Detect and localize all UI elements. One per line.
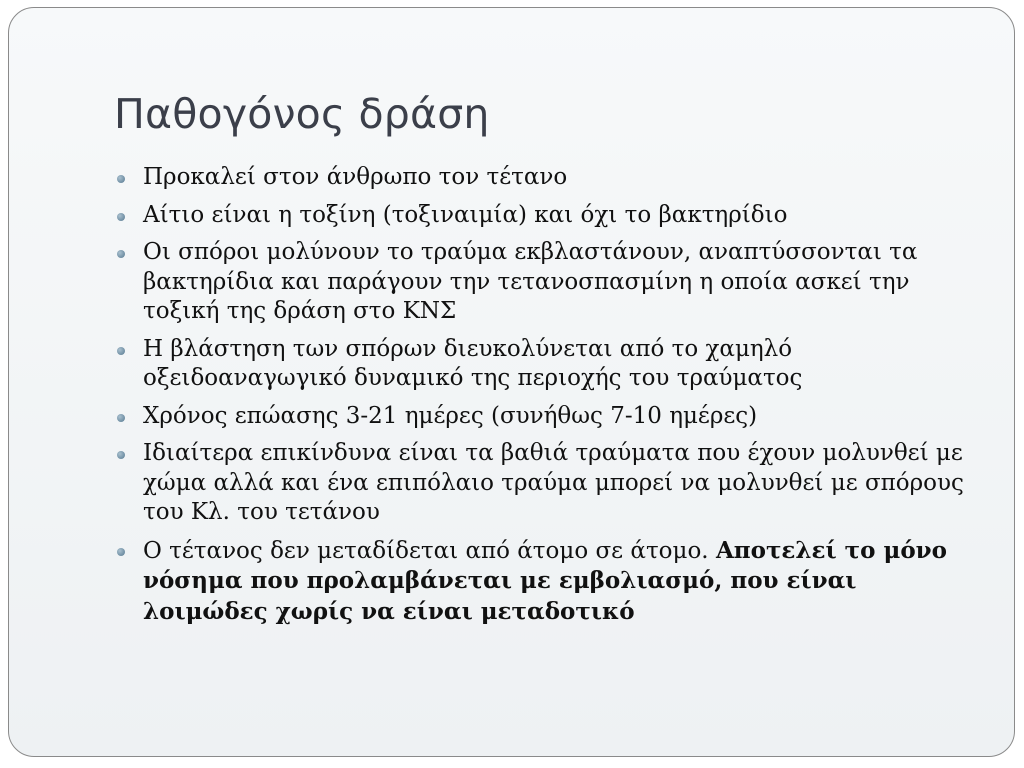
bullet-item-7 <box>114 536 964 628</box>
bullet-bold-text: Αποτελεί το μόνο νόσημα που προλαμβάνεται με εμβολιασμό, που είναι λοιμώδες χωρίς να είναι μεταδοτικό <box>143 536 947 625</box>
bullet-item-4 <box>114 335 964 394</box>
bullet-text: Χρόνος επώασης 3-21 ημέρες (συνήθως 7-10 ημέρες) <box>143 402 758 429</box>
bullet-text: Ιδιαίτερα επικίνδυνα είναι τα βαθιά τραύματα που έχουν μολυνθεί με χώμα αλλά και ένα επιπόλαιο τραύμα μπορεί να μολυνθεί με σπόρους του Κλ. του τετάνου <box>143 440 964 525</box>
bullet-item-3 <box>114 238 964 327</box>
slide-title: Παθογόνος δράση <box>114 90 490 138</box>
bullet-item-5 <box>114 402 964 432</box>
bullet-item-1 <box>114 163 964 193</box>
bullet-list <box>114 163 964 635</box>
bullet-text: Αίτιο είναι η τοξίνη (τοξιναιμία) και όχι το βακτηρίδιο <box>143 201 788 228</box>
bullet-item-2 <box>114 201 964 231</box>
bullet-dot-icon <box>117 250 125 258</box>
bullet-text: Οι σπόροι μολύνουν το τραύμα εκβλαστάνουν, αναπτύσσονται τα βακτηρίδια και παράγουν την τετανοσπασμίνη η οποία ασκεί την τοξική της δράση στο ΚΝΣ <box>143 239 918 324</box>
bullet-text: Προκαλεί στον άνθρωπο τον τέτανο <box>143 164 568 190</box>
bullet-text: Η βλάστηση των σπόρων διευκολύνεται από το χαμηλό οξειδοαναγωγικό δυναμικό της περιοχής του τραύματος <box>143 335 803 391</box>
bullet-item-6 <box>114 439 964 528</box>
bullet-dot-icon <box>117 347 125 355</box>
bullet-dot-icon <box>117 175 125 183</box>
bullet-dot-icon <box>117 213 125 221</box>
bullet-dot-icon <box>117 414 125 422</box>
bullet-dot-icon <box>117 451 125 459</box>
bullet-text: Ο τέτανος δεν μεταδίδεται από άτομο σε άτομο. <box>143 537 716 564</box>
bullet-dot-icon <box>117 548 125 556</box>
